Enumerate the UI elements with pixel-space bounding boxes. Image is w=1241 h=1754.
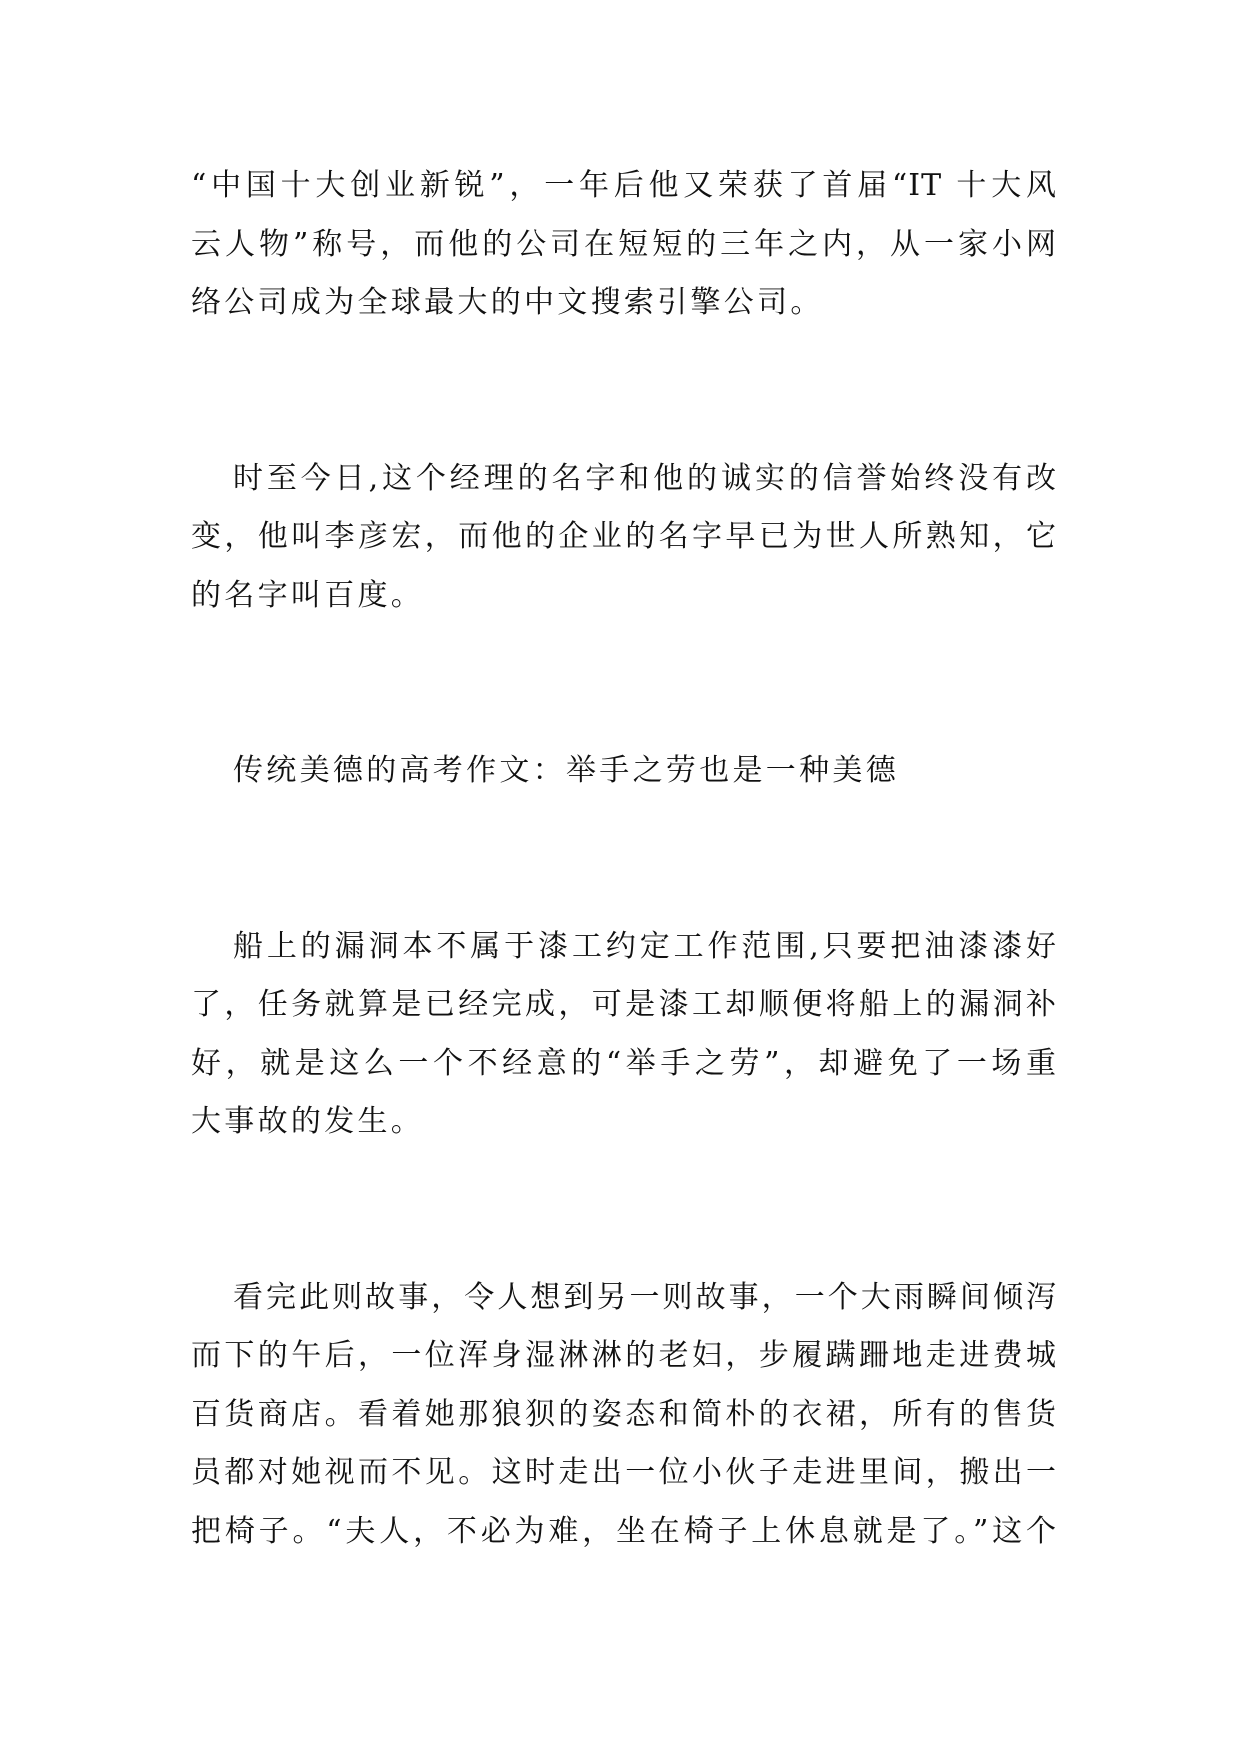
text-line: 把椅子。“夫人，不必为难，坐在椅子上休息就是了。”这个 <box>191 1513 1057 1549</box>
paragraph <box>191 918 1057 1152</box>
text-line: “中国十大创业新锐”，一年后他又荣获了首届“IT 十大风 <box>191 168 1057 203</box>
essay-heading-text: 传统美德的高考作文：举手之劳也是一种美德 <box>233 753 899 788</box>
text-line: 了，任务就算是已经完成，可是漆工却顺便将船上的漏洞补 <box>191 987 1057 1022</box>
text-line: 而下的午后，一位浑身湿淋淋的老妇，步履蹒跚地走进费城 <box>191 1338 1057 1373</box>
text-line: 云人物”称号，而他的公司在短短的三年之内，从一家小网 <box>191 226 1057 262</box>
text-line: 大事故的发生。 <box>191 1104 425 1139</box>
document-body <box>191 157 1057 1678</box>
paragraph <box>191 450 1057 626</box>
text-line: 员都对她视而不见。这时走出一位小伙子走进里间，搬出一 <box>191 1455 1057 1490</box>
text-line: 百货商店。看着她那狼狈的姿态和简朴的衣裙，所有的售货 <box>191 1396 1057 1432</box>
essay-heading <box>191 742 1057 801</box>
paragraph <box>191 1269 1057 1562</box>
text-line: 时至今日,这个经理的名字和他的诚实的信誉始终没有改 <box>233 460 1057 496</box>
paragraph <box>191 157 1057 333</box>
text-line: 络公司成为全球最大的中文搜索引擎公司。 <box>191 285 824 320</box>
text-line: 好，就是这么一个不经意的“举手之劳”，却避免了一场重 <box>191 1045 1057 1081</box>
text-line: 看完此则故事，令人想到另一则故事，一个大雨瞬间倾泻 <box>233 1279 1057 1315</box>
text-line: 的名字叫百度。 <box>191 577 425 613</box>
text-line: 船上的漏洞本不属于漆工约定工作范围,只要把油漆漆好 <box>233 928 1057 964</box>
text-line: 变，他叫李彦宏，而他的企业的名字早已为世人所熟知，它 <box>191 519 1057 554</box>
